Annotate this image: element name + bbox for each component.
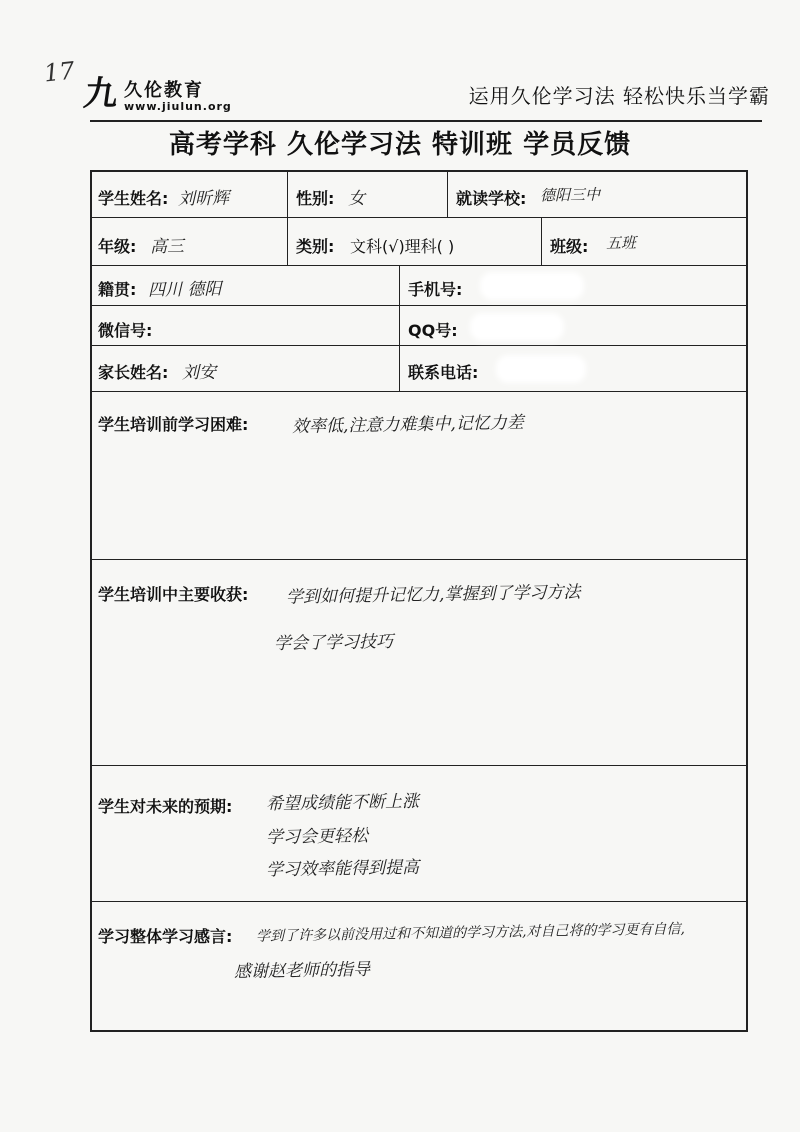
school-value: 德阳三中 (539, 185, 601, 205)
difficulties-text: 效率低,注意力难集中,记忆力差 (291, 412, 525, 438)
logo-icon: 九 (81, 74, 121, 114)
phone-cell (400, 266, 746, 306)
class-cell (542, 218, 746, 266)
difficulties-section (92, 392, 746, 560)
school-cell (448, 172, 746, 218)
redacted-contact (500, 359, 582, 379)
reflection-line-2: 感谢赵老师的指导 (233, 959, 371, 983)
expectations-line-1: 希望成绩能不断上涨 (265, 791, 420, 815)
reflection-line-1: 学到了许多以前没用过和不知道的学习方法,对自己将的学习更有自信, (255, 921, 686, 945)
contact-cell (400, 346, 746, 392)
form-title: 高考学科 久伦学习法 特训班 学员反馈 (168, 130, 632, 160)
parent-cell (92, 346, 400, 392)
grade-cell (92, 218, 288, 266)
slogan: 运用久伦学习法 轻松快乐当学霸 (468, 84, 770, 108)
redacted-phone (484, 276, 580, 296)
gender-value: 女 (347, 188, 366, 210)
wechat-label: 微信号: (98, 321, 153, 340)
gains-section (92, 560, 746, 766)
gender-label: 性别: (296, 189, 335, 208)
page-header (80, 72, 770, 132)
parent-value: 刘安 (181, 362, 217, 384)
reflection-section (92, 902, 746, 1030)
student-name-value: 刘昕辉 (177, 188, 230, 210)
feedback-form (90, 170, 748, 1032)
student-name-cell (92, 172, 288, 218)
logo-name: 久伦教育 (124, 80, 204, 101)
gains-label: 学生培训中主要收获: (98, 585, 249, 604)
redacted-qq (474, 317, 560, 337)
category-options: 文科(√)理科( ) (350, 237, 455, 256)
wechat-cell (92, 306, 400, 346)
reflection-label: 学习整体学习感言: (98, 927, 233, 946)
class-label: 班级: (550, 237, 589, 256)
expectations-label: 学生对未来的预期: (98, 797, 233, 816)
header-divider (90, 120, 762, 122)
expectations-section (92, 766, 746, 902)
grade-value: 高三 (149, 236, 185, 258)
parent-label: 家长姓名: (98, 363, 169, 382)
student-name-label: 学生姓名: (98, 189, 169, 208)
gains-line-2: 学会了学习技巧 (273, 631, 394, 655)
origin-label: 籍贯: (98, 280, 137, 299)
contact-label: 联系电话: (408, 363, 479, 382)
origin-cell (92, 266, 400, 306)
category-cell (288, 218, 542, 266)
logo-url: www.jiulun.org (124, 100, 232, 113)
expectations-line-3: 学习效率能得到提高 (265, 857, 420, 881)
qq-cell (400, 306, 746, 346)
difficulties-label: 学生培训前学习困难: (98, 415, 249, 434)
page-number: 17 (42, 56, 76, 88)
grade-label: 年级: (98, 237, 137, 256)
expectations-line-2: 学习会更轻松 (265, 826, 369, 848)
class-value: 五班 (605, 233, 637, 253)
gains-line-1: 学到如何提升记忆力,掌握到了学习方法 (285, 582, 581, 608)
qq-label: QQ号: (408, 321, 458, 340)
phone-label: 手机号: (408, 280, 463, 299)
school-label: 就读学校: (456, 189, 527, 208)
gender-cell (288, 172, 448, 218)
origin-value: 四川 德阳 (147, 279, 222, 301)
category-label: 类别: (296, 237, 335, 256)
